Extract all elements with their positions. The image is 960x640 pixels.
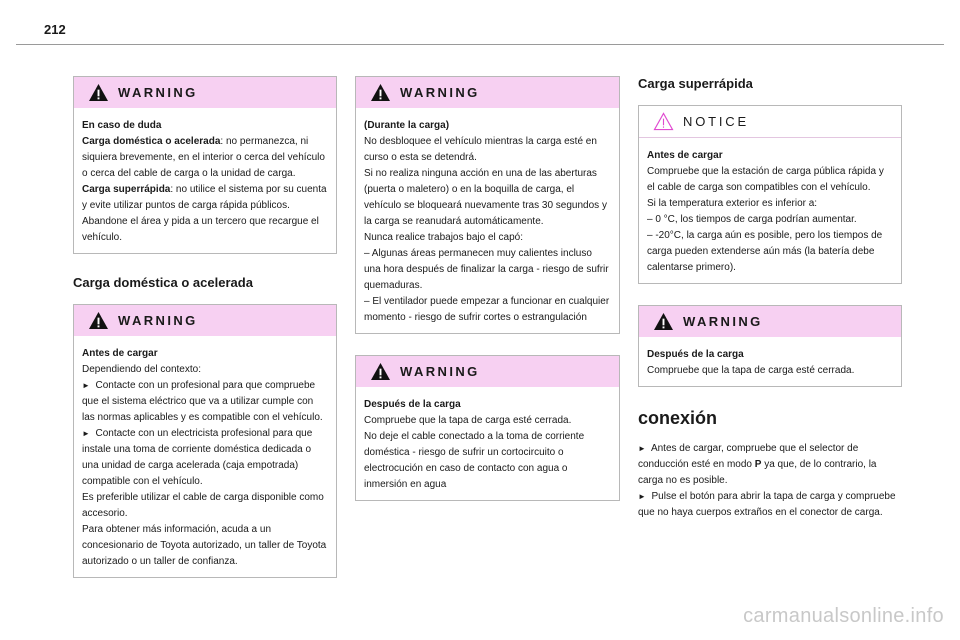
bold-term: Carga superrápida xyxy=(82,184,171,195)
warning-body xyxy=(639,337,901,386)
warning-body xyxy=(356,387,619,500)
notice-body xyxy=(639,138,901,283)
bullet-text: Contacte con un electricista profesional para que instale una toma de corriente doméstica dedicada o una unidad de carga acelerada (caja empotrada) compatible con el vehículo. xyxy=(82,428,313,487)
warning-header xyxy=(356,77,619,108)
box-subheading: Antes de cargar xyxy=(647,150,723,161)
warning-triangle-filled-icon xyxy=(653,312,674,331)
dash-item: – -20°C, la carga aún es posible, pero los tiempos de carga pueden extenderse aún más (la batería debe calentarse primero). xyxy=(647,230,883,273)
warning-title: WARNING xyxy=(118,313,198,328)
notice-triangle-outline-icon xyxy=(653,112,674,131)
dash-item: – Algunas áreas permanecen muy calientes incluso una hora después de finalizar la carga - riesgo de sufrir quemaduras. xyxy=(364,248,609,291)
paragraph: No desbloquee el vehículo mientras la carga esté en curso o esta se detendrá. xyxy=(364,136,597,163)
bullet-arrow-icon: ► xyxy=(82,381,90,390)
column-1 xyxy=(73,76,337,599)
box-subheading: Después de la carga xyxy=(364,399,461,410)
warning-box-en-caso-de-duda xyxy=(73,76,337,254)
warning-header xyxy=(639,306,901,337)
paragraph: Compruebe que la estación de carga pública rápida y el cable de carga son compatibles con el vehículo. xyxy=(647,166,884,193)
paragraph-text: : no permanezca, ni siquiera brevemente, en el interior o cerca del vehículo o cerca del cable de carga o la unidad de carga. xyxy=(82,136,325,179)
paragraph: No deje el cable conectado a la toma de corriente doméstica - riesgo de sufrir un cortocircuito o electrocución en caso de contacto con agua o inmersión en agua xyxy=(364,431,585,490)
bold-term: Carga doméstica o acelerada xyxy=(82,136,221,147)
warning-header xyxy=(356,356,619,387)
bullet-arrow-icon: ► xyxy=(82,429,90,438)
box-subheading: (Durante la carga) xyxy=(364,120,450,131)
section-title-conexion: conexión xyxy=(638,408,718,428)
column-2 xyxy=(355,76,620,522)
section-title-carga-superrapida: Carga superrápida xyxy=(638,76,753,91)
page-number: 212 xyxy=(44,22,66,37)
bullet-item xyxy=(638,441,902,489)
paragraph: Compruebe que la tapa de carga esté cerrada. xyxy=(364,415,572,426)
paragraph: Si no realiza ninguna acción en una de las aberturas (puerta o maletero) o en la boquilla de carga, el vehículo se bloqueará nuevamente tras 30 segundos y la carga se reanudará automáticamente. xyxy=(364,168,607,227)
gear-p-label: P xyxy=(754,459,762,470)
box-subheading: En caso de duda xyxy=(82,120,162,131)
paragraph-text: : no utilice el sistema por su cuenta y evite utilizar puntos de carga rápida públicos. Abandone el área y pida a un tercero que recargue el vehículo. xyxy=(82,184,327,243)
warning-box-despues-de-la-carga xyxy=(355,355,620,501)
paragraph: Compruebe que la tapa de carga esté cerrada. xyxy=(647,365,855,376)
warning-body xyxy=(356,108,619,333)
box-subheading: Antes de cargar xyxy=(82,348,158,359)
warning-box-antes-de-cargar xyxy=(73,304,337,578)
warning-triangle-filled-icon xyxy=(88,311,109,330)
watermark-text: carmanualsonline.info xyxy=(743,605,944,627)
paragraph: Dependiendo del contexto: xyxy=(82,364,201,375)
header-rule xyxy=(16,44,944,45)
bullet-arrow-icon: ► xyxy=(638,444,646,453)
notice-title: NOTICE xyxy=(683,114,749,129)
paragraph: Es preferible utilizar el cable de carga disponible como accesorio. xyxy=(82,492,324,519)
notice-box-antes-de-cargar xyxy=(638,105,902,284)
bullet-arrow-icon: ► xyxy=(638,492,646,501)
warning-title: WARNING xyxy=(683,314,763,329)
paragraph xyxy=(82,182,328,246)
warning-title: WARNING xyxy=(400,364,480,379)
warning-box-durante-la-carga xyxy=(355,76,620,334)
paragraph xyxy=(82,134,328,182)
box-subheading: Después de la carga xyxy=(647,349,744,360)
warning-body xyxy=(74,336,336,577)
bullet-text: Pulse el botón para abrir la tapa de carga y compruebe que no haya cuerpos extraños en el conector de carga. xyxy=(638,491,896,518)
warning-title: WARNING xyxy=(118,85,198,100)
bullet-text: ya que, de lo contrario, la carga no es posible. xyxy=(638,459,877,486)
paragraph: Si la temperatura exterior es inferior a: xyxy=(647,198,818,209)
bullet-item xyxy=(638,489,902,521)
warning-body xyxy=(74,108,336,253)
warning-title: WARNING xyxy=(400,85,480,100)
warning-triangle-filled-icon xyxy=(370,83,391,102)
paragraph: Para obtener más información, acuda a un concesionario de Toyota autorizado, un taller de Toyota autorizado o un taller de confianza. xyxy=(82,524,327,567)
bullet-text: Contacte con un profesional para que compruebe que el sistema eléctrico que va a utilizar cumple con las normas aplicables y es compatible con el vehículo. xyxy=(82,380,323,423)
section-title-carga-domestica: Carga doméstica o acelerada xyxy=(73,275,253,290)
dash-item: – 0 °C, los tiempos de carga podrían aumentar. xyxy=(647,214,857,225)
warning-triangle-filled-icon xyxy=(88,83,109,102)
column-3 xyxy=(638,76,902,521)
bullet-item xyxy=(82,426,328,490)
dash-item: – El ventilador puede empezar a funcionar en cualquier momento - riesgo de sufrir cortes o estrangulación xyxy=(364,296,610,323)
warning-box-despues-de-la-carga-2 xyxy=(638,305,902,387)
warning-header xyxy=(74,77,336,108)
notice-header xyxy=(639,106,901,138)
bullet-text: Antes de cargar, compruebe que el selector de conducción esté en modo xyxy=(638,443,859,470)
bullet-item xyxy=(82,378,328,426)
warning-triangle-filled-icon xyxy=(370,362,391,381)
paragraph: Nunca realice trabajos bajo el capó: xyxy=(364,232,523,243)
warning-header xyxy=(74,305,336,336)
